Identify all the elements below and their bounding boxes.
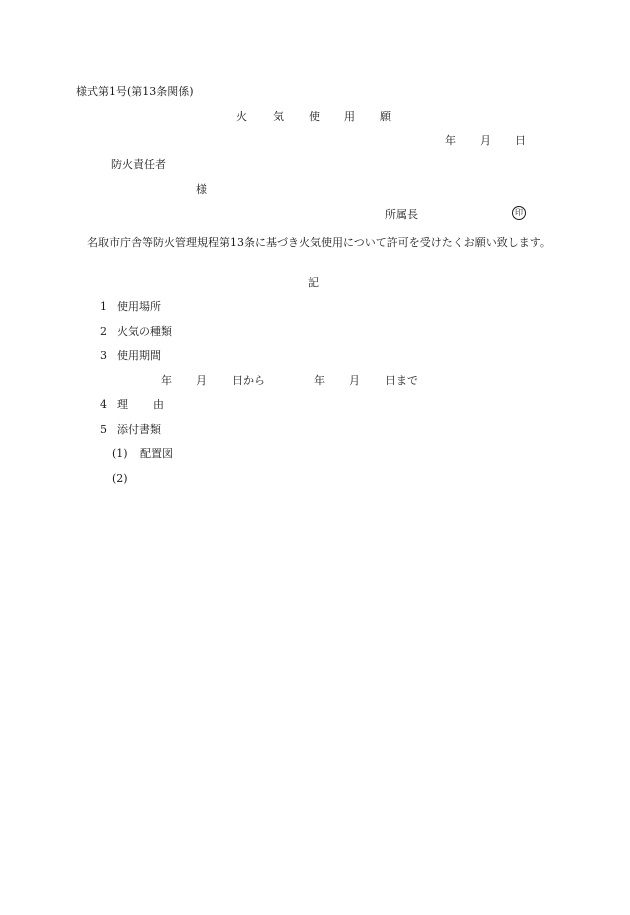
date-year: 年 [445,134,456,147]
addressee-role: 防火責任者 [111,158,166,171]
form-label: 様式第1号(第13条関係) [76,85,194,98]
item-3-num: 3 [100,349,107,362]
attachment-1-num: (1) [112,447,128,460]
item-1-num: 1 [100,300,107,313]
title-char-1: 火 [236,110,247,123]
item-4-label-a: 理 [117,398,128,411]
attachment-2-num: (2) [112,472,128,485]
item-5-label: 添付書類 [117,423,161,436]
period-from-day: 日から [232,374,265,387]
item-2-num: 2 [100,325,107,338]
seal-mark: 印 [512,206,526,220]
period-to-month: 月 [349,374,360,387]
attachment-1-label: 配置図 [140,447,173,460]
period-from-month: 月 [196,374,207,387]
date-day: 日 [515,134,526,147]
title-char-3: 使 [309,110,320,123]
title-char-5: 願 [380,110,391,123]
item-2-label: 火気の種類 [117,325,172,338]
item-3-label: 使用期間 [117,349,161,362]
applicant-label: 所属長 [385,208,418,221]
item-4-label-b: 由 [153,398,164,411]
item-5-num: 5 [100,423,107,436]
period-to-day: 日まで [385,374,418,387]
date-month: 月 [480,134,491,147]
title-char-2: 気 [273,110,284,123]
title-char-4: 用 [344,110,355,123]
addressee-honorific: 様 [196,183,207,196]
period-to-year: 年 [314,374,325,387]
item-4-num: 4 [100,398,107,411]
period-from-year: 年 [161,374,172,387]
item-1-label: 使用場所 [117,300,161,313]
body-paragraph: 名取市庁舎等防火管理規程第13条に基づき火気使用について許可を受けたくお願い致します。 [87,236,551,249]
ki-heading: 記 [308,276,319,289]
